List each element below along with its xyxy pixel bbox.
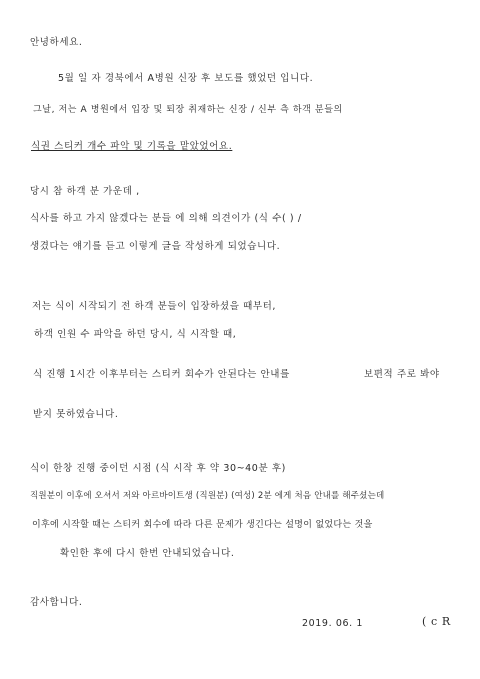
greeting-line: 안녕하세요. — [30, 37, 83, 48]
letter-date: 2019. 06. 1 — [302, 618, 363, 629]
letter-line-5: 식사를 하고 가지 않겠다는 분들 에 의해 의견이가 (식 수( ) / — [30, 213, 302, 224]
letter-line-13: 이후에 시작할 때는 스티커 회수에 따라 다른 문제가 생긴다는 설명이 없었다는 것을 — [32, 520, 373, 530]
letter-line-2: 그날, 저는 A 병원에서 입장 및 퇴장 취재하는 신장 / 신부 측 하객 분들의 — [33, 105, 343, 115]
letter-line-9: 식 진행 1시간 이후부터는 스티커 회수가 안된다는 안내를 — [33, 369, 290, 380]
letter-line-6: 생겼다는 얘기를 듣고 이렇게 글을 작성하게 되었습니다. — [30, 241, 281, 252]
closing-line: 감사합니다. — [30, 597, 83, 608]
letter-line-14: 확인한 후에 다시 한번 안내되었습니다. — [60, 548, 235, 559]
letter-line-10: 받지 못하였습니다. — [33, 409, 119, 420]
letter-line-8: 하객 인원 수 파악을 하던 당시, 식 시작할 때, — [34, 329, 237, 340]
letter-line-11: 식이 한창 진행 중이던 시점 (식 시작 후 약 30~40분 후) — [30, 463, 286, 474]
signature: ( c R — [422, 615, 451, 628]
letter-line-12: 직원분이 이후에 오셔서 저와 아르바이트생 (직원분) (여성) 2분 에게 처음 안내를 해주셨는데 — [30, 491, 385, 501]
letter-line-9-trailing: 보편적 주로 봐야 — [364, 369, 440, 380]
letter-line-3: 식권 스티커 개수 파악 및 기록을 맡았었어요. — [31, 141, 233, 152]
letter-line-4: 당시 참 하객 분 가운데 , — [30, 186, 140, 197]
letter-line-1: 5월 일 자 경북에서 A병원 신장 후 보도를 했었던 입니다. — [58, 73, 314, 84]
letter-line-7: 저는 식이 시작되기 전 하객 분들이 입장하셨을 때부터, — [32, 301, 277, 312]
